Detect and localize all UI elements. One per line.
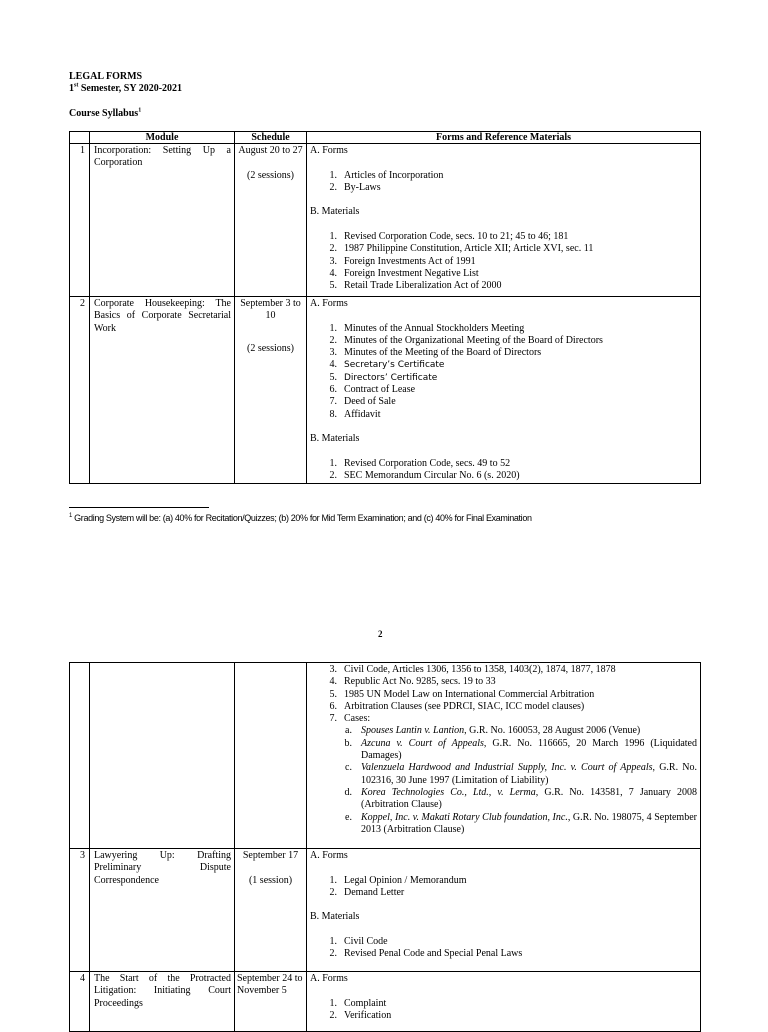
syllabus-table-page1 (69, 131, 701, 484)
module-name: Incorporation: Setting Up a Corporation (90, 144, 235, 297)
list-item: 8. Affidavit (329, 408, 381, 420)
schedule-cell: September 3 to 10 (2 sessions) (235, 297, 307, 484)
list-item: 2. 1987 Philippine Constitution, Article XII; Article XVI, sec. 11 (329, 243, 594, 255)
materials-label: B. Materials (310, 911, 360, 923)
list-item: 4. Secretary’s Certificate (329, 359, 445, 371)
syllabus-table-page2 (69, 662, 701, 1032)
list-item: 6. Contract of Lease (329, 384, 416, 396)
forms-materials-cell (307, 849, 701, 972)
list-item: 2. Minutes of the Organizational Meeting of the Board of Directors (329, 334, 603, 346)
page-number: 2 (378, 629, 383, 639)
list-item: 5. Retail Trade Liberalization Act of 2000 (329, 280, 502, 292)
case-item: a. Spouses Lantin v. Lantion, G.R. No. 160053, 28 August 2006 (Venue) (345, 725, 641, 737)
list-item: 5. Directors’ Certificate (329, 371, 438, 383)
forms-label: A. Forms (310, 145, 348, 156)
case-item: b. Azcuna v. Court of Appeals, G.R. No. 116665, 20 March 1996 (Liquidated Damages) (344, 737, 697, 762)
list-item: 2. Revised Penal Code and Special Penal Laws (329, 948, 523, 960)
list-item: 7. Deed of Sale (329, 396, 396, 408)
case-item: d. Korea Technologies Co., Ltd., v. Lerma, G.R. No. 143581, 7 January 2008 (Arbitration Clause) (344, 786, 697, 811)
module-name: Lawyering Up: Drafting Preliminary Dispute Correspondence (90, 849, 235, 972)
semester-line: 1st Semester, SY 2020-2021 (69, 82, 183, 94)
course-syllabus-heading: Course Syllabus$^1$ (69, 107, 142, 119)
list-item: 3. Civil Code, Articles 1306, 1356 to 1358, 1403(2), 1874, 1877, 1878 (329, 664, 616, 675)
row-number: 2 (70, 297, 90, 484)
schedule-cell: September 17 (1 session) (235, 849, 307, 972)
list-item: 4. Republic Act No. 9285, secs. 19 to 33 (329, 676, 496, 688)
list-item: 1. Legal Opinion / Memorandum (329, 874, 467, 886)
forms-label: A. Forms (310, 850, 348, 861)
document-title: LEGAL FORMS (69, 71, 143, 82)
forms-materials-cell (307, 663, 701, 849)
case-item: e. Koppel, Inc. v. Makati Rotary Club foundation, Inc., G.R. No. 198075, 4 September 2013 (Arbitration Clause) (345, 811, 697, 835)
footnote: $^1$ Grading System will be: (a) 40% for Recitation/Quizzes; (b) 20% for Mid Term Examination; and (c) 40% for Final Examination (69, 513, 532, 523)
footnote-separator (69, 507, 209, 508)
table-row (70, 972, 701, 1032)
table-row (70, 849, 701, 972)
list-item: 3. Foreign Investments Act of 1991 (329, 255, 476, 267)
schedule-cell: September 24 to November 5 (235, 972, 307, 1032)
table-row (70, 297, 701, 484)
row-number: 4 (70, 972, 90, 1032)
list-item: 1. Minutes of the Annual Stockholders Meeting (329, 322, 525, 334)
materials-label: B. Materials (310, 433, 360, 445)
module-name: The Start of the Protracted Litigation: Initiating Court Proceedings (90, 972, 235, 1032)
header-forms-materials: Forms and Reference Materials (307, 132, 701, 144)
list-item: 5. 1985 UN Model Law on International Commercial Arbitration (329, 688, 595, 700)
list-item: 1. Revised Corporation Code, secs. 10 to 21; 45 to 46; 181 (329, 231, 569, 243)
forms-label: A. Forms (310, 973, 348, 984)
list-item: 1. Articles of Incorporation (329, 169, 444, 181)
header-module: Module (90, 132, 235, 144)
list-item: 2. Verification (329, 1009, 392, 1021)
case-item: c. Valenzuela Hardwood and Industrial Supply, Inc. v. Court of Appeals, G.R. No. 102316, 30 June 1997 (Limitation of Liability) (345, 762, 697, 786)
forms-materials-cell (307, 297, 701, 484)
row-number: 3 (70, 849, 90, 972)
list-item: 2. Demand Letter (329, 886, 405, 898)
list-item: 7. Cases: (329, 713, 371, 725)
forms-materials-cell (307, 144, 701, 297)
materials-label: B. Materials (310, 206, 360, 218)
forms-label: A. Forms (310, 298, 348, 309)
forms-materials-cell (307, 972, 701, 1032)
table-row (70, 663, 701, 849)
table-row (70, 144, 701, 297)
header-schedule: Schedule (235, 132, 307, 144)
row-number: 1 (70, 144, 90, 297)
list-item: 2. SEC Memorandum Circular No. 6 (s. 2020) (329, 470, 520, 482)
list-item: 3. Minutes of the Meeting of the Board of Directors (329, 347, 542, 359)
list-item: 1. Revised Corporation Code, secs. 49 to 52 (329, 457, 511, 469)
list-item: 4. Foreign Investment Negative List (329, 267, 479, 279)
list-item: 1. Complaint (329, 997, 387, 1009)
list-item: 1. Civil Code (329, 936, 388, 948)
schedule-cell: August 20 to 27 (2 sessions) (235, 144, 307, 297)
list-item: 2. By-Laws (329, 181, 381, 193)
table-header-row (70, 132, 701, 144)
list-item: 6. Arbitration Clauses (see PDRCI, SIAC, ICC model clauses) (329, 700, 585, 712)
module-name: Corporate Housekeeping: The Basics of Corporate Secretarial Work (90, 297, 235, 484)
